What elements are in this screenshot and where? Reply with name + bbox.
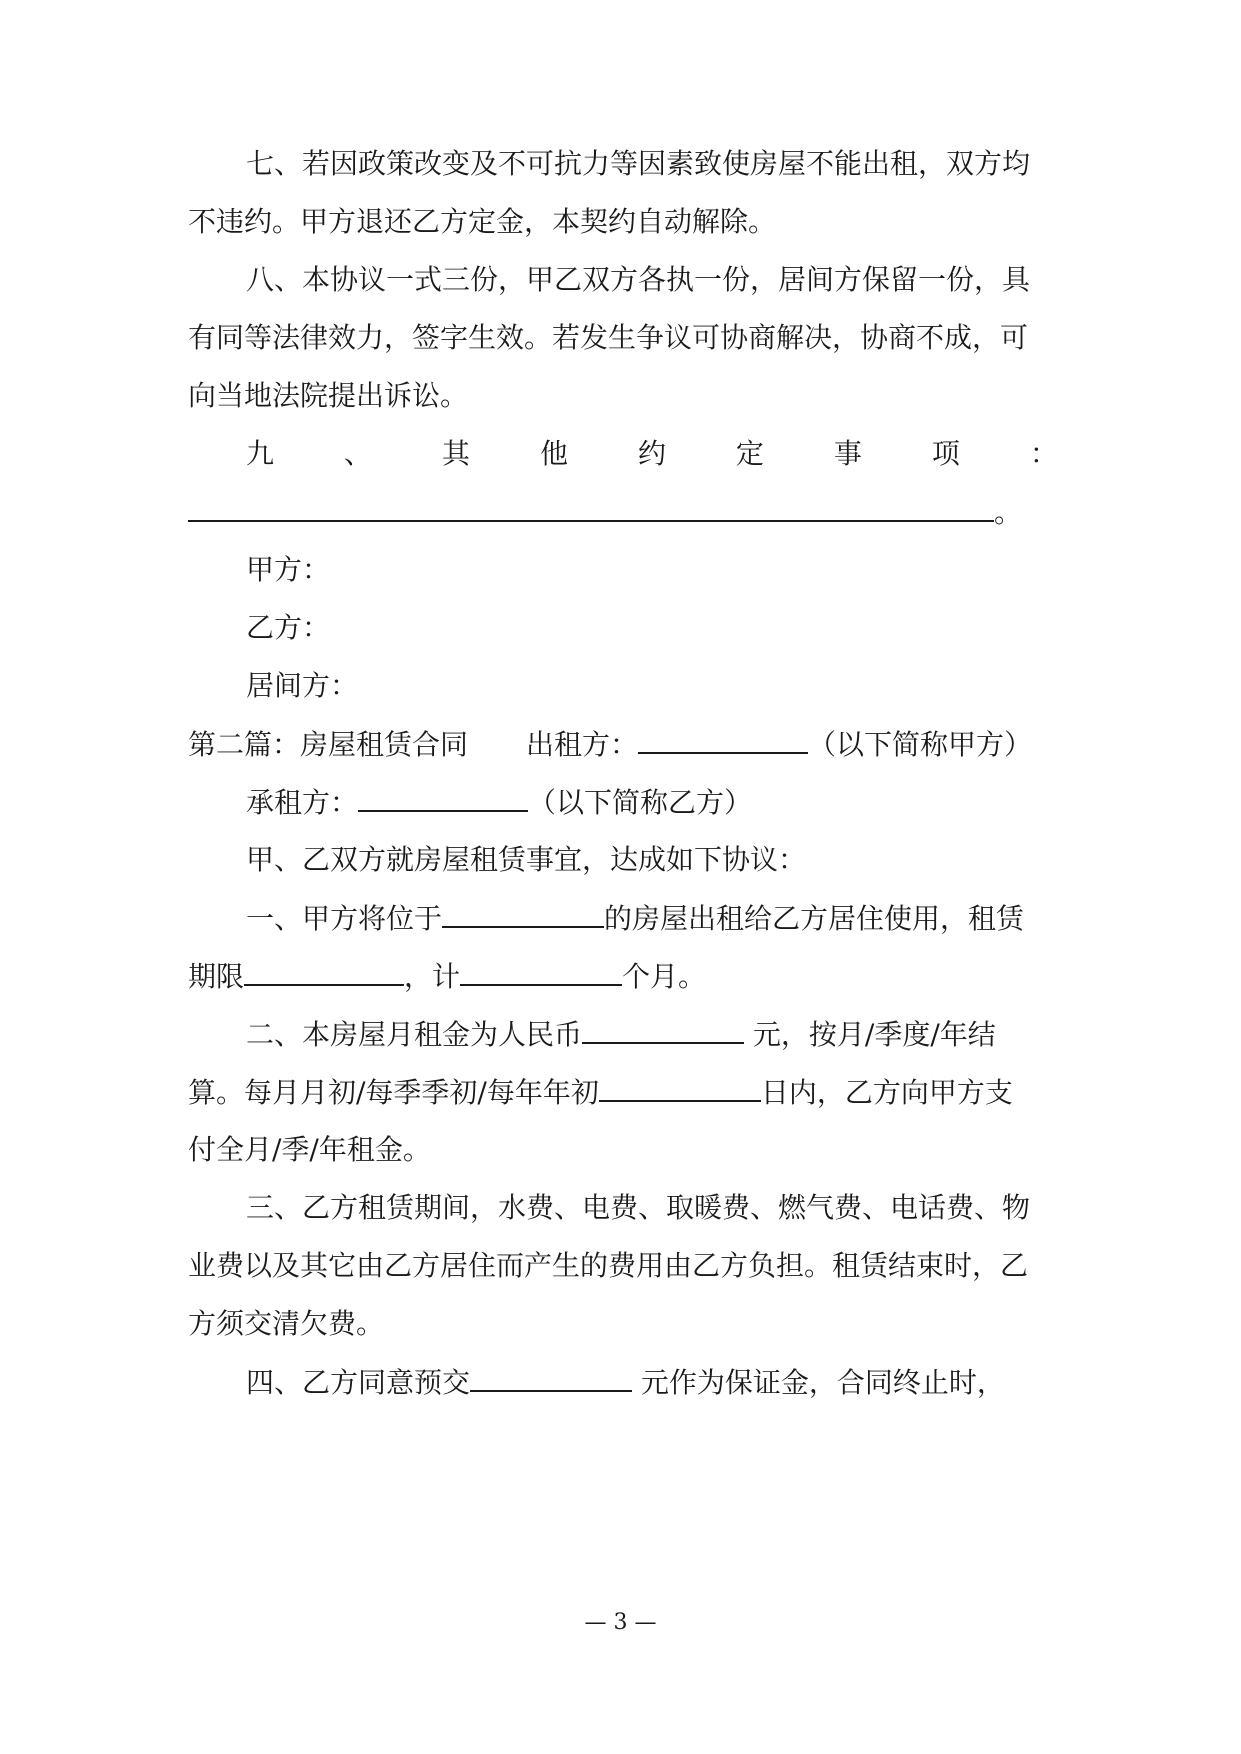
blank-field-other-terms[interactable] [188,492,994,522]
clause-2-line-1 [188,1014,1116,1054]
clause-1-text: 个月。 [622,960,707,993]
clause-1-text: ，计 [404,960,461,993]
blank-field-pay-days[interactable] [599,1072,761,1102]
clause-1-text: 期限 [188,960,245,993]
clause-1-text: 的房屋出租给乙方居住使用，租赁 [604,902,1025,935]
signature-party-b: 乙方： [246,611,331,644]
clause-9-char: 事 [833,437,862,470]
blank-field-deposit[interactable] [470,1362,632,1392]
section-2-title: 第二篇：房屋租赁合同 [188,728,469,761]
page-number: — 3 — [584,1610,657,1635]
clause-9-heading [246,434,1058,474]
lessee-line [188,782,1116,822]
clause-1-line-1 [188,898,1116,938]
clause-3-line-3: 方须交清欠费。 [188,1307,385,1340]
clause-4-line-1 [188,1362,1116,1402]
clause-7-line-1: 七、若因政策改变及不可抗力等因素致使房屋不能出租，双方均 [246,147,1031,180]
clause-9-end: 。 [994,496,1023,529]
clause-9-char: ： [1029,437,1058,470]
clause-4-text: 元作为保证金，合同终止时， [632,1366,1005,1399]
blank-field-lessor[interactable] [638,724,808,754]
clause-2-line-2 [188,1072,1058,1112]
clause-8-line-2: 有同等法律效力，签字生效。若发生争议可协商解决，协商不成，可 [188,321,1029,354]
clause-9-char: 九 [246,437,275,470]
agreement-intro: 甲、乙双方就房屋租赁事宜，达成如下协议： [246,843,807,876]
clause-1-line-2 [188,956,1058,996]
clause-2-text: 元，按月/季度/年结 [744,1018,996,1051]
lessee-label: 承租方： [246,786,359,819]
clause-9-char: 约 [637,437,666,470]
clause-2-line-3: 付全月/季/年租金。 [188,1133,431,1166]
clause-2-text: 算。每月月初/每季季初/每年年初 [188,1076,599,1109]
clause-2-text: 日内，乙方向甲方支 [760,1076,1013,1109]
clause-9-char: 定 [735,437,764,470]
blank-field-location[interactable] [442,898,604,928]
clause-3-line-2: 业费以及其它由乙方居住而产生的费用由乙方负担。租赁结束时，乙 [188,1249,1029,1282]
lessee-suffix: （以下简称乙方） [528,786,753,819]
lessor-label: 出租方： [526,728,639,761]
blank-field-months[interactable] [460,956,622,986]
clause-9-char: 、 [343,437,372,470]
clause-9-blank-line [188,492,1058,532]
clause-8-line-1: 八、本协议一式三份，甲乙双方各执一份，居间方保留一份，具 [246,263,1031,296]
clause-9-char: 他 [539,437,568,470]
clause-9-char: 其 [441,437,470,470]
clause-7-line-2: 不违约。甲方退还乙方定金，本契约自动解除。 [188,205,777,238]
clause-8-line-3: 向当地法院提出诉讼。 [188,379,469,412]
signature-party-a: 甲方： [246,553,331,586]
clause-2-text: 二、本房屋月租金为人民币 [246,1018,583,1051]
signature-broker: 居间方： [246,669,359,702]
clause-4-text: 四、乙方同意预交 [246,1366,471,1399]
lessor-suffix: （以下简称甲方） [808,728,1033,761]
clause-1-text: 一、甲方将位于 [246,902,443,935]
clause-9-char: 项 [931,437,960,470]
blank-field-rent[interactable] [582,1014,744,1044]
blank-field-lessee[interactable] [358,782,528,812]
clause-3-line-1: 三、乙方租赁期间，水费、电费、取暖费、燃气费、电话费、物 [246,1191,1031,1224]
section-2-header [188,724,1058,764]
blank-field-term[interactable] [244,956,404,986]
